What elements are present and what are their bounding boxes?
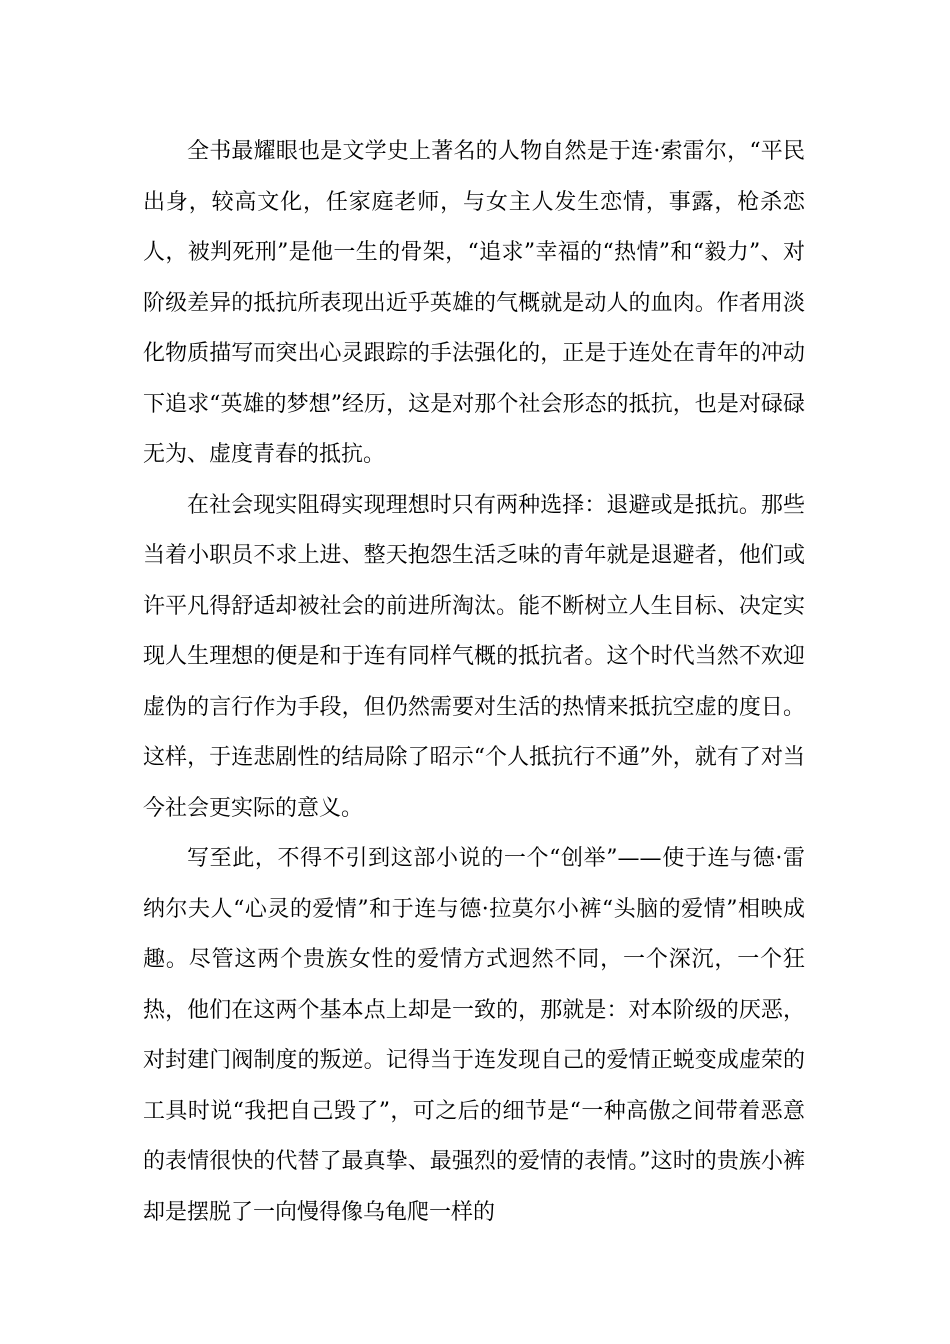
paragraph-3: 写至此，不得不引到这部小说的一个“创举”——使于连与德·雷纳尔夫人“心灵的爱情”和于连与德·拉莫尔小裤“头脑的爱情”相映成趣。尽管这两个贵族女性的爱情方式迥然不同，一个深沉，一个狂热，他们在这两个基本点上却是一致的，那就是：对本阶级的厌恶，对封建门阀制度的叛逆。记得当于连发现自己的爱情正蜕变成虚荣的工具时说“我把自己毁了”，可之后的细节是“一种高傲之间带着恶意的表情很快的代替了最真挚、最强烈的爱情的表情。”这时的贵族小裤却是摆脱了一向慢得像乌龟爬一样的	[143, 846, 805, 1225]
paragraph-2: 在社会现实阻碍实现理想时只有两种选择：退避或是抵抗。那些当着小职员不求上进、整天抱怨生活乏味的青年就是退避者，他们或许平凡得舒适却被社会的前进所淘汰。能不断树立人生目标、决定实现人生理想的便是和于连有同样气概的抵抗者。这个时代当然不欢迎虚伪的言行作为手段，但仍然需要对生活的热情来抵抗空虚的度日。这样，于连悲剧性的结局除了昭示“个人抵抗行不通”外，就有了对当今社会更实际的意义。	[143, 492, 805, 821]
paragraph-1: 全书最耀眼也是文学史上著名的人物自然是于连·索雷尔，“平民出身，较高文化，任家庭老师，与女主人发生恋情，事露，枪杀恋人，被判死刑”是他一生的骨架，“追求”幸福的“热情”和“毅力”、对阶级差异的抵抗所表现出近乎英雄的气概就是动人的血肉。作者用淡化物质描写而突出心灵跟踪的手法强化的，正是于连处在青年的冲动下追求“英雄的梦想”经历，这是对那个社会形态的抵抗，也是对碌碌无为、虚度青春的抵抗。	[143, 139, 805, 467]
document-body	[143, 127, 805, 1238]
